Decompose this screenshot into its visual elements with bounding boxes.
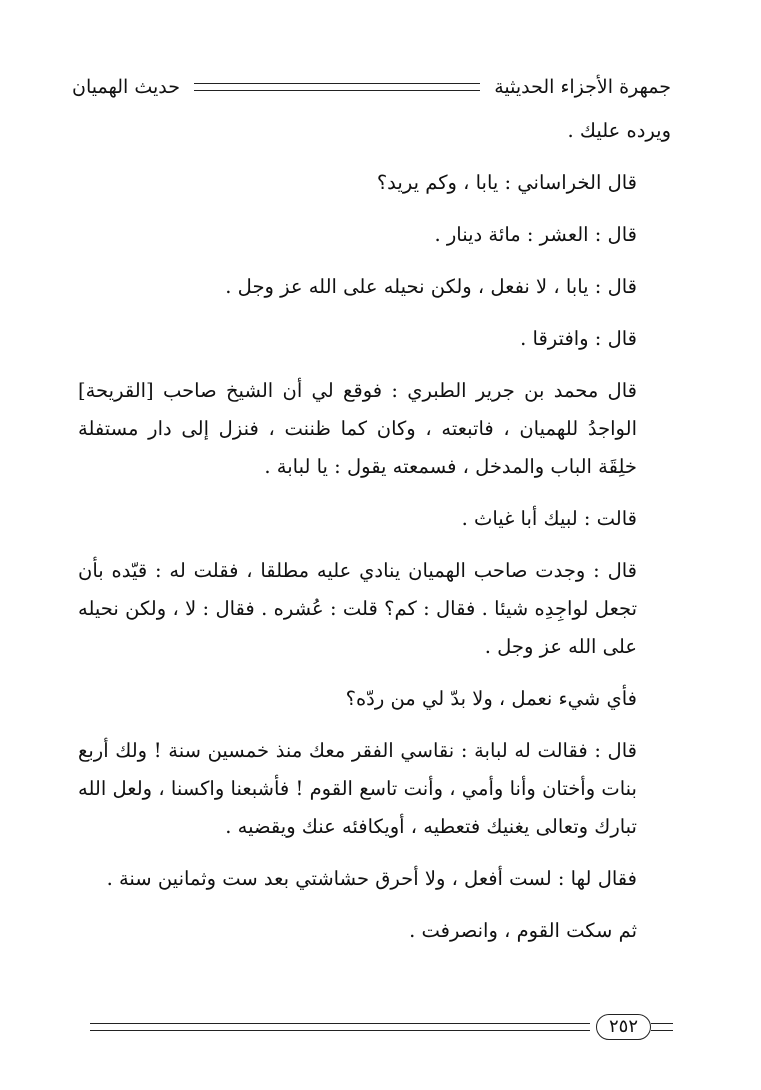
paragraph: قالت : لبيك أبا غياث . xyxy=(461,507,637,530)
paragraph: ثم سكت القوم ، وانصرفت . xyxy=(409,919,637,942)
page-body xyxy=(78,112,671,964)
paragraph: قال : فقالت له لبابة : نقاسي الفقر معك منذ خمسين سنة ! ولك أربع بنات وأختان وأنا وأمي ، وأنت تاسع القوم ! فأشبعنا واكسنا ، ولعل الله تبارك وتعالى يغنيك فتعطيه ، أويكافئه عنك ويقضيه . xyxy=(78,739,637,838)
book-title: حديث الهميان xyxy=(72,76,180,98)
header-rule xyxy=(194,83,480,91)
paragraph: قال : يابا ، لا نفعل ، ولكن نحيله على الله عز وجل . xyxy=(225,275,637,298)
paragraph: قال الخراساني : يابا ، وكم يريد؟ xyxy=(376,171,637,194)
paragraph: قال : وجدت صاحب الهميان ينادي عليه مطلقا ، فقلت له : قيّده بأن تجعل لواجِدِه شيئا . فقال : كم؟ قلت : عُشره . فقال : لا ، ولكن نحيله على الله عز وجل . xyxy=(78,559,637,658)
footer-rule-tail xyxy=(651,1023,673,1031)
paragraph: ويرده عليك . xyxy=(567,119,671,142)
footer-rule xyxy=(90,1023,590,1031)
paragraph: قال : العشر : مائة دينار . xyxy=(434,223,637,246)
paragraph: قال : وافترقا . xyxy=(520,327,637,350)
paragraph: قال محمد بن جرير الطبري : فوقع لي أن الشيخ صاحب [القريحة] الواجدُ للهميان ، فاتبعته ، وكان كما ظننت ، فنزل إلى دار مستفلة خلِقَة الباب والمدخل ، فسمعته يقول : يا لبابة . xyxy=(78,379,637,478)
page-footer xyxy=(90,1012,673,1042)
paragraph: فأي شيء نعمل ، ولا بدّ لي من ردّه؟ xyxy=(345,687,637,710)
running-header xyxy=(72,70,671,104)
series-title: جمهرة الأجزاء الحديثية xyxy=(494,76,671,98)
page-number: ٢٥٢ xyxy=(596,1014,651,1040)
paragraph: فقال لها : لست أفعل ، ولا أحرق حشاشتي بعد ست وثمانين سنة . xyxy=(106,867,637,890)
